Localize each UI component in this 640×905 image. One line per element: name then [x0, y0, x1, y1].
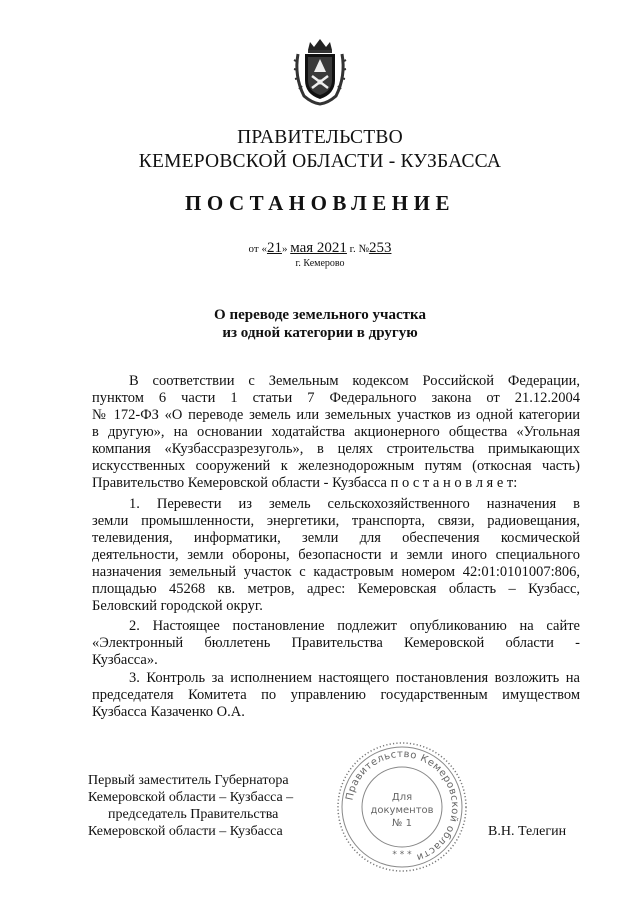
signatory-position-line2: Кемеровской области – Кузбасса –	[88, 790, 294, 805]
body-line: площадью 45268 кв. метров, адрес: Кемеровская область – Кузбасс,	[92, 581, 580, 597]
date-mid: »	[281, 243, 288, 255]
body-line: 1. Перевести из земель сельскохозяйственного назначения в	[129, 496, 580, 512]
date-year-suffix: г.	[349, 243, 356, 255]
body-line: 3. Контроль за исполнением настоящего постановления возложить на	[129, 670, 580, 686]
date-number-line	[0, 240, 640, 257]
document-number: 253	[368, 240, 392, 256]
body-line: «Электронный бюллетень Правительства Кемеровской области -	[92, 635, 580, 651]
body-line: В соответствии с Земельным кодексом Российской Федерации,	[129, 373, 580, 389]
signatory-name: В.Н. Телегин	[488, 824, 567, 839]
body-line: земли промышленности, энергетики, транспорта, связи, радиовещания,	[92, 513, 580, 529]
body-line: искусственных сооружений к железнодорожным путям (откосная часть)	[92, 458, 580, 474]
body-line: назначения земельный участок с кадастровым номером 42:01:0101007:806,	[92, 564, 580, 580]
body-line: Кузбасса».	[92, 652, 158, 668]
date-prefix: от «	[248, 243, 267, 255]
signatory-position-line4: Кемеровской области – Кузбасса	[88, 824, 283, 839]
document-title-line2: из одной категории в другую	[222, 325, 418, 341]
body-line: Кузбасса Казаченко О.А.	[92, 704, 245, 720]
document-title-line1: О переводе земельного участка	[214, 307, 426, 323]
body-line: 2. Настоящее постановление подлежит опубликованию на сайте	[129, 618, 580, 634]
body-line: № 172-ФЗ «О переводе земель или земельных участков из одной категории	[92, 407, 580, 423]
stamp-center-line2: документов	[370, 805, 434, 816]
round-stamp	[335, 740, 469, 874]
body-line: пунктом 6 части 1 статьи 7 Федерального закона от 21.12.2004	[92, 390, 580, 406]
city-name: г. Кемерово	[295, 258, 345, 269]
body-line: деятельности, земли обороны, безопасности и земли иного специального	[92, 547, 580, 563]
date-day: 21	[266, 240, 282, 256]
stamp-center-line3: № 1	[392, 818, 412, 829]
body-line: телевидения, информатики, земли для обеспечения космической	[92, 530, 580, 546]
org-name-line2: КЕМЕРОВСКОЙ ОБЛАСТИ - КУЗБАССА	[138, 151, 502, 172]
date-month-year: мая 2021	[290, 240, 347, 256]
body-line: в другую», на основании ходатайства акционерного общества «Угольная	[92, 424, 580, 440]
signatory-position-line1: Первый заместитель Губернатора	[88, 773, 289, 788]
body-line: компания «Кузбассразрезуголь», в целях строительства примыкающих	[92, 441, 580, 457]
org-name-line1: ПРАВИТЕЛЬСТВО	[237, 127, 403, 148]
coat-of-arms-emblem	[292, 36, 348, 106]
number-prefix: №	[358, 243, 369, 255]
body-line: Беловский городской округ.	[92, 598, 263, 614]
stamp-ring-text: Правительство Кемеровской области	[344, 748, 461, 863]
body-line: Правительство Кемеровской области - Кузбасса п о с т а н о в л я е т:	[92, 475, 518, 491]
document-type-heading: ПОСТАНОВЛЕНИЕ	[185, 191, 455, 215]
stamp-stars: * * *	[392, 850, 412, 860]
stamp-center-line1: Для	[391, 792, 413, 803]
body-line: председателя Комитета по управлению государственным имуществом	[92, 687, 580, 703]
signatory-position-line3: председатель Правительства	[108, 807, 279, 822]
